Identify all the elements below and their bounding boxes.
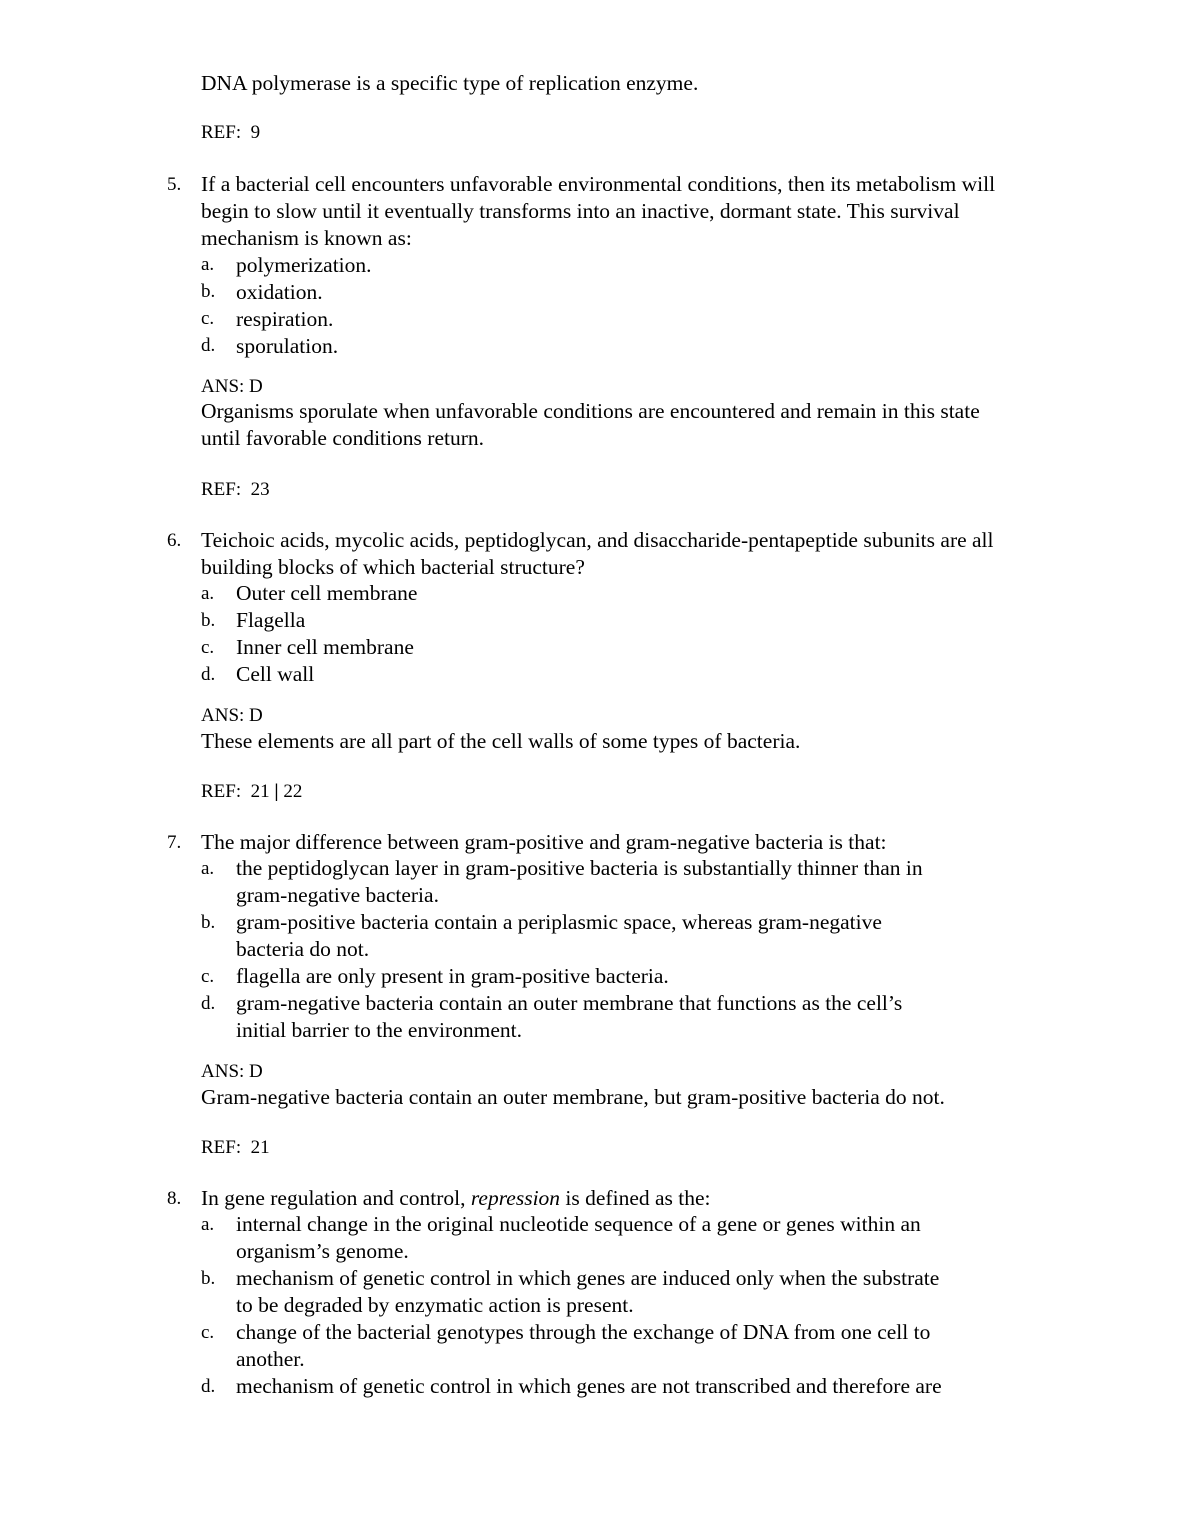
intro-ref (201, 119, 260, 146)
option-letter: b. (201, 1268, 216, 1289)
option-letter: b. (201, 610, 216, 631)
option-letter: c. (201, 637, 215, 658)
option-text: organism’s genome. (236, 1239, 409, 1263)
option-text: flagella are only present in gram-positive bacteria. (236, 964, 669, 988)
reference (201, 1134, 270, 1161)
question-stem: building blocks of which bacterial structure? (201, 555, 585, 579)
option-letter: b. (201, 281, 216, 302)
option-text: Cell wall (236, 662, 315, 686)
option-text: mechanism of genetic control in which genes are induced only when the substrate (236, 1266, 940, 1290)
question-number: 8. (167, 1188, 182, 1209)
option-letter: c. (201, 308, 215, 329)
option-letter: b. (201, 912, 216, 933)
stem-italic-term: repression (470, 1186, 561, 1210)
rationale: Gram-negative bacteria contain an outer membrane, but gram-positive bacteria do not. (201, 1085, 945, 1109)
question-stem: Teichoic acids, mycolic acids, peptidoglycan, and disaccharide-pentapeptide subunits are all (201, 528, 994, 552)
option-text: gram-positive bacteria contain a periplasmic space, whereas gram-negative (236, 910, 882, 934)
intro-text: DNA polymerase is a specific type of replication enzyme. (201, 71, 699, 95)
ref-label: REF: (201, 781, 242, 802)
question-number: 5. (167, 174, 182, 195)
option-text: internal change in the original nucleotide sequence of a gene or genes within an (236, 1212, 921, 1236)
question-number: 6. (167, 530, 182, 551)
reference (201, 778, 302, 805)
stem-suffix: is defined as the: (560, 1186, 711, 1210)
option-letter: c. (201, 966, 215, 987)
answer (201, 373, 263, 400)
option-letter: a. (201, 583, 215, 604)
option-text: to be degraded by enzymatic action is present. (236, 1293, 634, 1317)
option-text: polymerization. (236, 253, 372, 277)
option-text: sporulation. (236, 334, 339, 358)
option-text: another. (236, 1347, 305, 1371)
option-letter: a. (201, 858, 215, 879)
option-text: respiration. (236, 307, 334, 331)
option-letter: d. (201, 335, 216, 356)
question-stem: begin to slow until it eventually transforms into an inactive, dormant state. This survival (201, 199, 960, 223)
answer (201, 702, 263, 729)
option-text: gram-negative bacteria contain an outer membrane that functions as the cell’s (236, 991, 903, 1015)
ref-label: REF: (201, 479, 242, 500)
ref-value: 21 (250, 781, 270, 802)
option-letter: a. (201, 1214, 215, 1235)
ans-value: D (249, 705, 263, 726)
question-stem: The major difference between gram-positive and gram-negative bacteria is that: (201, 830, 887, 854)
rationale: until favorable conditions return. (201, 426, 485, 450)
option-letter: d. (201, 664, 216, 685)
ans-label: ANS: (201, 376, 245, 397)
ans-value: D (249, 1061, 263, 1082)
ref-value: 21 (250, 1137, 270, 1158)
option-text: the peptidoglycan layer in gram-positive bacteria is substantially thinner than in (236, 856, 923, 880)
option-text: mechanism of genetic control in which genes are not transcribed and therefore are (236, 1374, 942, 1398)
option-text: Outer cell membrane (236, 581, 418, 605)
ref-value: 22 (283, 781, 303, 802)
answer (201, 1058, 263, 1085)
ref-separator: | (274, 781, 279, 802)
rationale: These elements are all part of the cell walls of some types of bacteria. (201, 729, 801, 753)
option-text: gram-negative bacteria. (236, 883, 439, 907)
ans-label: ANS: (201, 1061, 245, 1082)
option-text: Inner cell membrane (236, 635, 414, 659)
option-letter: d. (201, 993, 216, 1014)
question-stem (201, 1185, 711, 1212)
reference (201, 476, 270, 503)
option-text: bacteria do not. (236, 937, 370, 961)
ans-label: ANS: (201, 705, 245, 726)
option-letter: a. (201, 254, 215, 275)
option-letter: c. (201, 1322, 215, 1343)
option-text: Flagella (236, 608, 306, 632)
question-stem: mechanism is known as: (201, 226, 412, 250)
ref-value: 23 (250, 479, 270, 500)
ref-label: REF: (201, 1137, 242, 1158)
option-text: oxidation. (236, 280, 323, 304)
ans-value: D (249, 376, 263, 397)
question-number: 7. (167, 832, 182, 853)
stem-prefix: In gene regulation and control, (201, 1186, 471, 1210)
option-letter: d. (201, 1376, 216, 1397)
ref-value: 9 (250, 122, 261, 143)
rationale: Organisms sporulate when unfavorable conditions are encountered and remain in this state (201, 399, 980, 423)
option-text: change of the bacterial genotypes through the exchange of DNA from one cell to (236, 1320, 931, 1344)
ref-label: REF: (201, 122, 242, 143)
option-text: initial barrier to the environment. (236, 1018, 522, 1042)
question-stem: If a bacterial cell encounters unfavorable environmental conditions, then its metabolism will (201, 172, 996, 196)
